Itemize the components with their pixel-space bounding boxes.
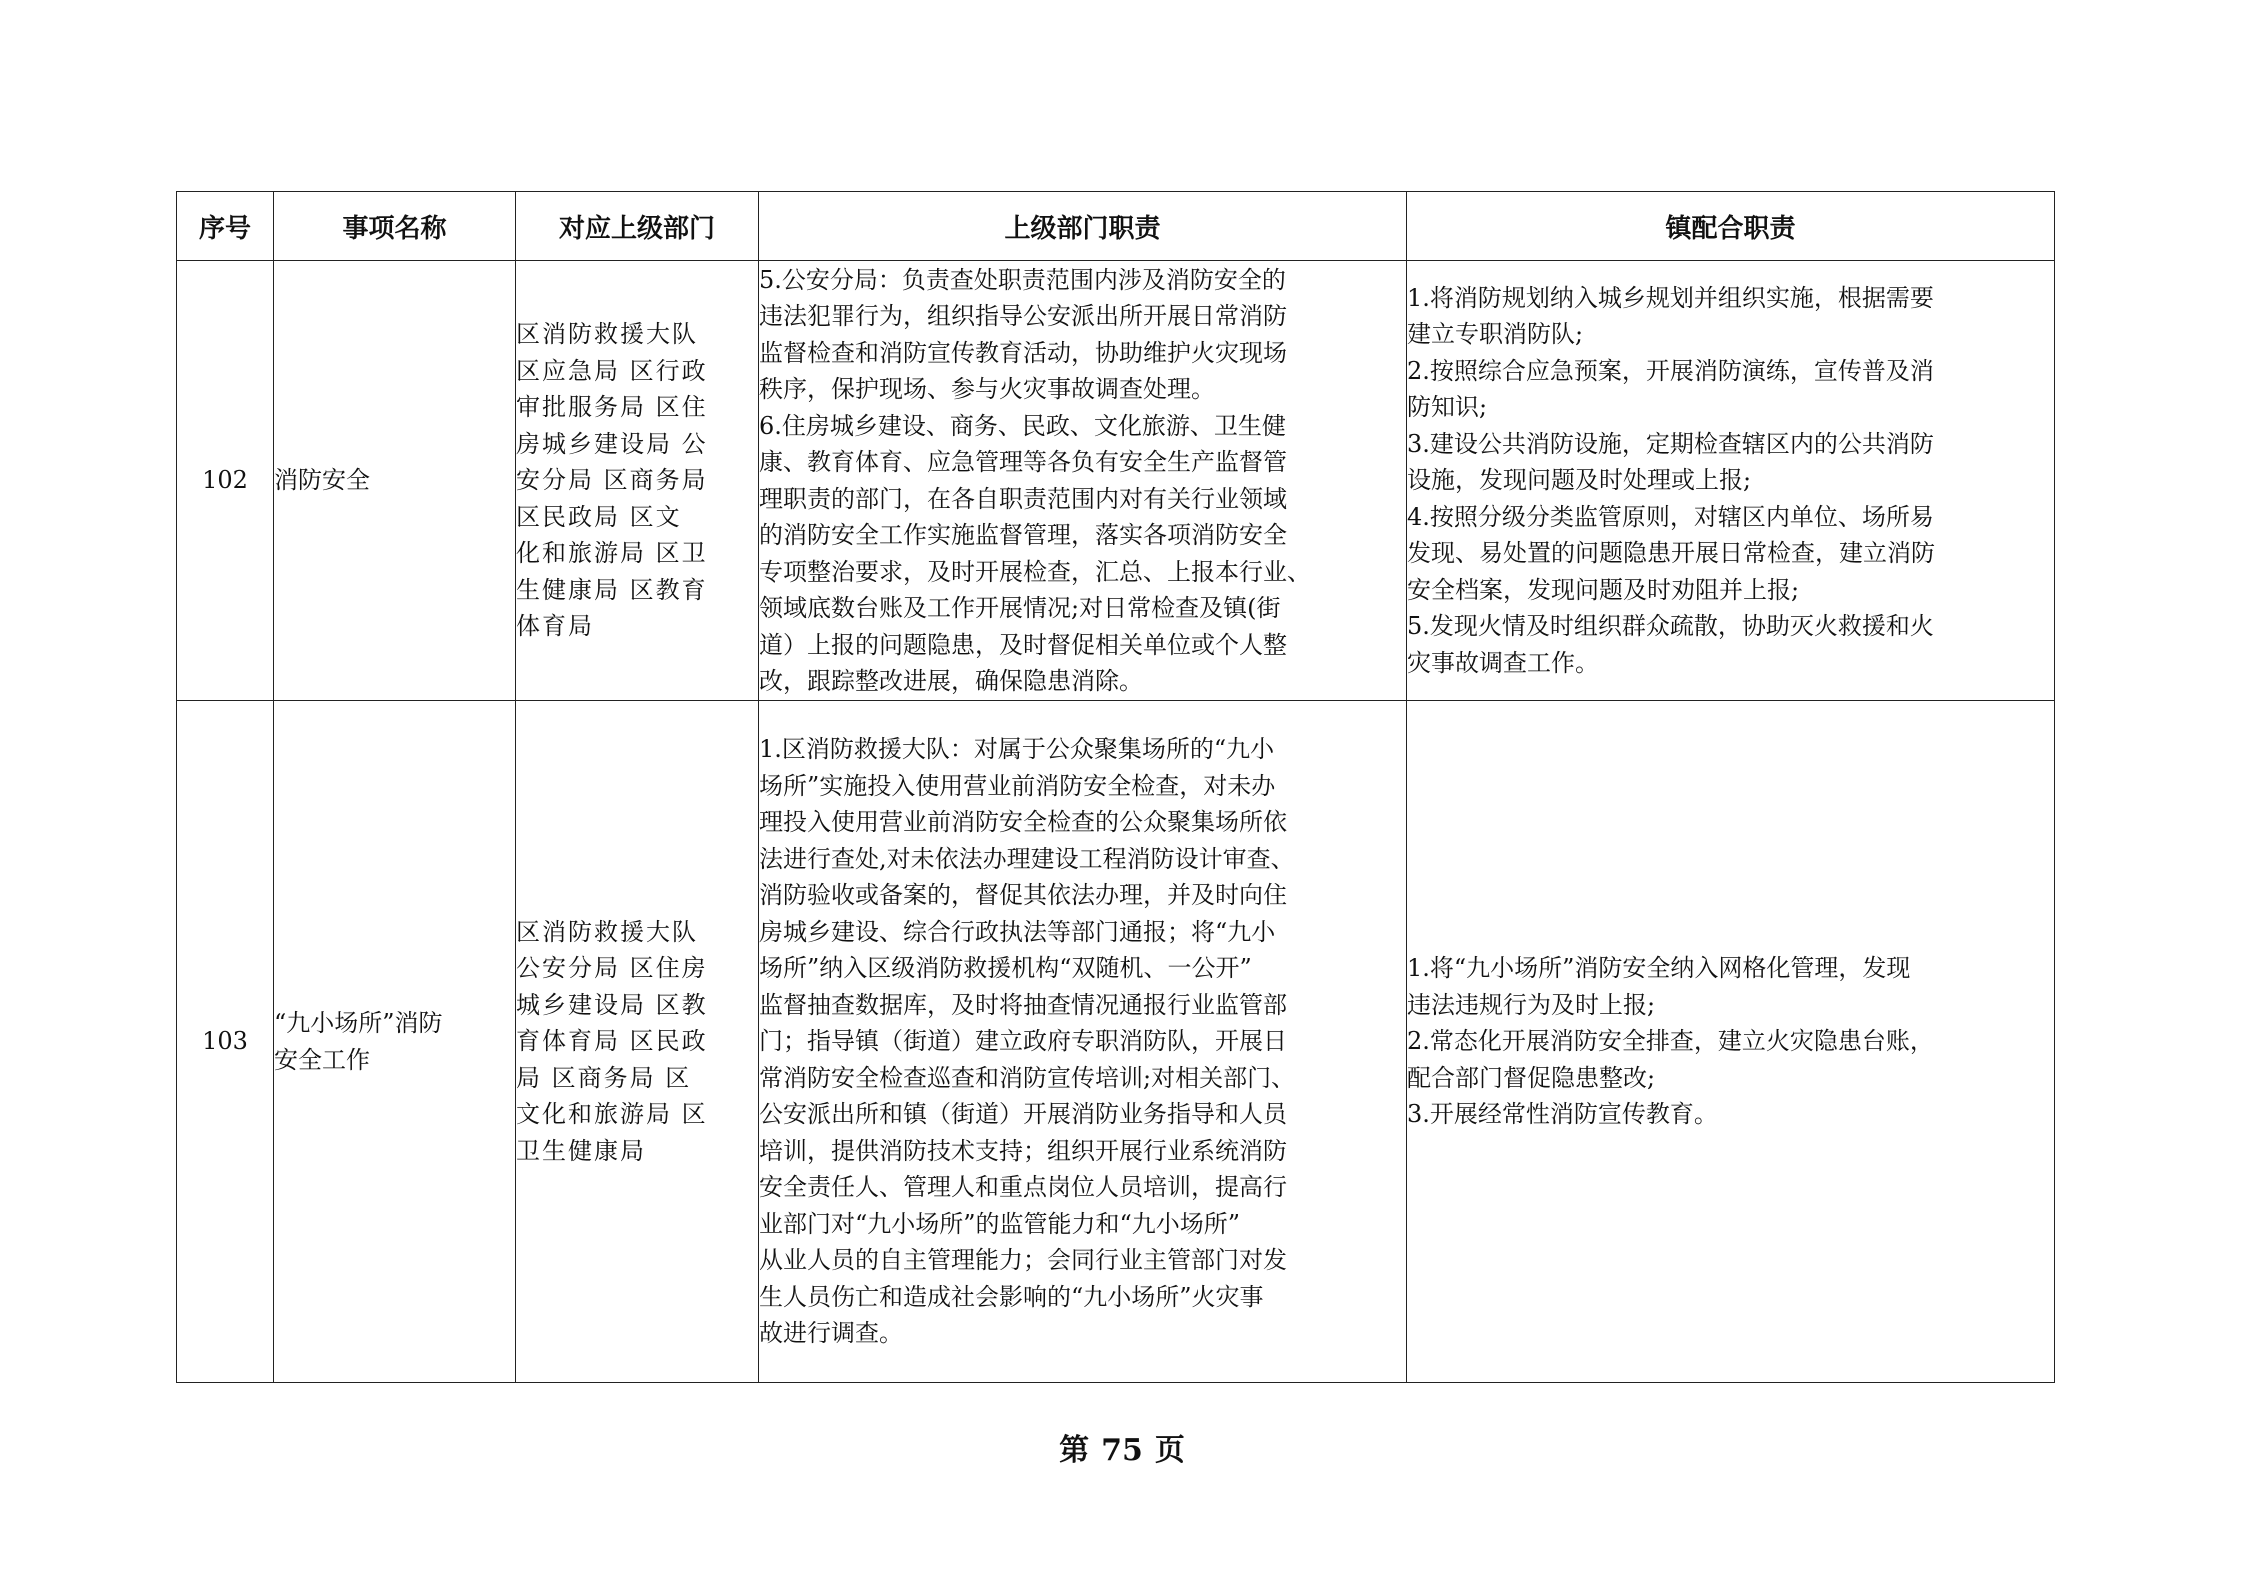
cell-line: 4.按照分级分类监管原则，对辖区内单位、场所易 xyxy=(1407,502,1934,531)
cell-line: 局 区商务局 区 xyxy=(516,1063,692,1092)
cell-line: 道）上报的问题隐患，及时督促相关单位或个人整 xyxy=(759,630,1287,659)
cell-line: 从业人员的自主管理能力；会同行业主管部门对发 xyxy=(759,1246,1287,1275)
cell-line: 理职责的部门，在各自职责范围内对有关行业领域 xyxy=(759,484,1287,513)
table-row xyxy=(177,701,2055,1383)
header-dept: 对应上级部门 xyxy=(516,192,759,261)
cell-line: 的消防安全工作实施监督管理，落实各项消防安全 xyxy=(759,521,1287,549)
table-row xyxy=(177,261,2055,701)
cell-line: 消防安全 xyxy=(274,466,370,495)
header-town: 镇配合职责 xyxy=(1407,192,2055,261)
cell-line: 业部门对“九小场所”的监管能力和“九小场所” xyxy=(759,1209,1241,1238)
cell-line: 生人员伤亡和造成社会影响的“九小场所”火灾事 xyxy=(759,1282,1264,1311)
header-duty: 上级部门职责 xyxy=(759,192,1407,261)
cell-line: 秩序，保护现场、参与火灾事故调查处理。 xyxy=(759,375,1215,403)
cell-line: 灾事故调查工作。 xyxy=(1407,648,1599,677)
header-name: 事项名称 xyxy=(274,192,516,261)
cell-line: 常消防安全检查巡查和消防宣传培训;对相关部门、 xyxy=(759,1063,1296,1092)
cell-line: 专项整治要求，及时开展检查，汇总、上报本行业、 xyxy=(759,557,1311,586)
cell-line: 故进行调查。 xyxy=(759,1319,903,1348)
cell-line: 领域底数台账及工作开展情况;对日常检查及镇(街 xyxy=(759,594,1281,622)
row-dept xyxy=(516,261,759,701)
cell-line: 房城乡建设、综合行政执法等部门通报；将“九小 xyxy=(759,917,1276,946)
row-town xyxy=(1407,261,2055,701)
cell-line: 卫生健康局 xyxy=(516,1136,646,1165)
cell-line: 体育局 xyxy=(516,612,594,641)
cell-line: 法进行查处,对未依法办理建设工程消防设计审查、 xyxy=(759,844,1295,873)
cell-line: 1.将“九小场所”消防安全纳入网格化管理，发现 xyxy=(1407,954,1911,983)
cell-line: 3.建设公共消防设施，定期检查辖区内的公共消防 xyxy=(1407,429,1934,458)
cell-line: 5.公安分局：负责查处职责范围内涉及消防安全的 xyxy=(759,265,1286,294)
page-num: 75 xyxy=(1101,1433,1143,1468)
cell-line: 改，跟踪整改进展，确保隐患消除。 xyxy=(759,667,1143,695)
header-seq: 序号 xyxy=(177,192,274,261)
header-row xyxy=(177,192,2055,261)
cell-line: 1.区消防救援大队：对属于公众聚集场所的“九小 xyxy=(759,735,1275,764)
page-prefix: 第 xyxy=(1059,1433,1090,1468)
cell-line: 培训，提供消防技术支持；组织开展行业系统消防 xyxy=(759,1136,1287,1165)
cell-line: 2.常态化开展消防安全排查，建立火灾隐患台账， xyxy=(1407,1027,1934,1056)
cell-line: 场所”实施投入使用营业前消防安全检查，对未办 xyxy=(759,771,1276,800)
page-number xyxy=(0,1425,2244,1469)
page-suffix: 页 xyxy=(1154,1433,1185,1468)
cell-line: 场所”纳入区级消防救援机构“双随机、一公开” xyxy=(759,954,1252,983)
cell-line: 监督检查和消防宣传教育活动，协助维护火灾现场 xyxy=(759,338,1287,367)
cell-line: “九小场所”消防 xyxy=(274,1009,443,1037)
cell-line: 区消防救援大队 xyxy=(516,320,698,349)
cell-line: 3.开展经常性消防宣传教育。 xyxy=(1407,1100,1718,1129)
row-name xyxy=(274,261,516,701)
cell-line: 违法犯罪行为，组织指导公安派出所开展日常消防 xyxy=(759,302,1287,330)
cell-line: 门；指导镇（街道）建立政府专职消防队，开展日 xyxy=(759,1027,1287,1056)
cell-line: 区应急局 区行政 xyxy=(516,356,708,385)
cell-line: 育体育局 区民政 xyxy=(516,1027,708,1056)
cell-line: 违法违规行为及时上报; xyxy=(1407,990,1656,1019)
cell-line: 安全工作 xyxy=(274,1045,370,1074)
cell-line: 消防验收或备案的，督促其依法办理，并及时向住 xyxy=(759,881,1287,910)
cell-line: 2.按照综合应急预案，开展消防演练，宣传普及消 xyxy=(1407,356,1934,385)
cell-line: 防知识; xyxy=(1407,393,1488,422)
row-town xyxy=(1407,701,2055,1383)
cell-line: 安分局 区商务局 xyxy=(516,466,708,495)
cell-line: 设施，发现问题及时处理或上报; xyxy=(1407,466,1752,495)
cell-line: 安全责任人、管理人和重点岗位人员培训，提高行 xyxy=(759,1173,1287,1202)
cell-line: 发现、易处置的问题隐患开展日常检查，建立消防 xyxy=(1407,539,1935,568)
responsibility-table xyxy=(176,191,2055,1383)
cell-line: 公安分局 区住房 xyxy=(516,954,708,983)
cell-line: 康、教育体育、应急管理等各负有安全生产监督管 xyxy=(759,448,1287,476)
row-duty xyxy=(759,701,1407,1383)
row-name xyxy=(274,701,516,1383)
cell-line: 房城乡建设局 公 xyxy=(516,429,708,458)
cell-line: 区民政局 区文 xyxy=(516,502,682,531)
cell-line: 监督抽查数据库，及时将抽查情况通报行业监管部 xyxy=(759,990,1287,1019)
cell-line: 配合部门督促隐患整改; xyxy=(1407,1063,1656,1092)
cell-line: 生健康局 区教育 xyxy=(516,575,708,604)
cell-line: 理投入使用营业前消防安全检查的公众聚集场所依 xyxy=(759,808,1287,837)
cell-line: 化和旅游局 区卫 xyxy=(516,539,708,568)
row-dept xyxy=(516,701,759,1383)
cell-line: 城乡建设局 区教 xyxy=(516,990,708,1019)
cell-line: 5.发现火情及时组织群众疏散，协助灭火救援和火 xyxy=(1407,612,1934,641)
cell-line: 1.将消防规划纳入城乡规划并组织实施，根据需要 xyxy=(1407,283,1934,312)
row-duty xyxy=(759,261,1407,701)
cell-line: 6.住房城乡建设、商务、民政、文化旅游、卫生健 xyxy=(759,411,1286,440)
cell-line: 建立专职消防队; xyxy=(1407,320,1584,349)
row-seq: 102 xyxy=(177,261,274,701)
cell-line: 公安派出所和镇（街道）开展消防业务指导和人员 xyxy=(759,1100,1287,1129)
cell-line: 安全档案，发现问题及时劝阻并上报; xyxy=(1407,575,1800,604)
row-seq: 103 xyxy=(177,701,274,1383)
cell-line: 文化和旅游局 区 xyxy=(516,1100,708,1129)
cell-line: 审批服务局 区住 xyxy=(516,393,708,422)
cell-line: 区消防救援大队 xyxy=(516,917,698,946)
